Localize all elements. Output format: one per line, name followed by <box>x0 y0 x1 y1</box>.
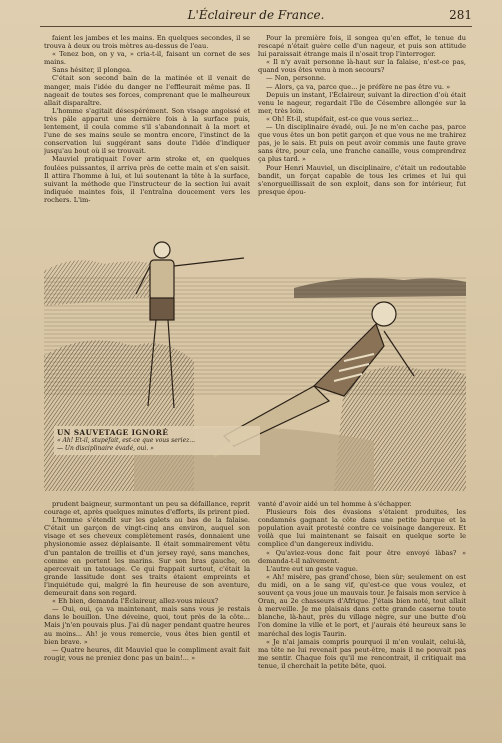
caption-title: UN SAUVETAGE IGNORÉ <box>57 428 169 437</box>
paragraph: « Je n'ai jamais compris pourquoi il m'en voulait, celui-là, ma tête ne lui revenait pas peut-être, mais il ne pouvait pas me sentir. Chaque fois qu'il me rencontrait, il critiquait ma tenue, il cherchait la petite bête, quoi. <box>258 637 466 670</box>
text-column-bottom-left <box>44 500 250 725</box>
paragraph: vanté d'avoir aidé un tel homme à s'échapper. <box>258 500 412 508</box>
illustration <box>44 236 466 491</box>
paragraph: « Il n'y avait personne là-haut sur la falaise, n'est-ce pas, quand vous êtes venu à mon secours? <box>258 58 466 75</box>
paragraph: L'autre eut un geste vague. <box>266 564 358 573</box>
paragraph: C'était son second bain de la matinée et il venait de manger, mais l'idée du danger ne l'effleurait même pas. Il nageait de toutes ses forces, comprenant que le malheureux allait disparaître. <box>44 74 250 107</box>
paragraph: — Alors, ça va, parce que... je préfère ne pas être vu. » <box>266 82 451 91</box>
paragraph: — Oui, oui, ça va maintenant, mais sans vous je restais dans le bouillon. Une déveine, quoi, tout près de la côte... Mais j'n'en pouvais plus. J'ai dû nager pendant quatre heures au moins... Ah! je vous remercie, vous êtes bien gentil et bien brave. » <box>44 605 250 646</box>
text-column-bottom-right <box>258 500 466 725</box>
paragraph: Plusieurs fois des évasions s'étaient produites, les condamnés gagnant la côte dans une petite barque et la population avait protesté contre ce voisinage dangereux. Et voilà que lui maintenant se faisait en quelque sorte le complice d'un dangereux individu. <box>258 508 466 549</box>
page-number: 281 <box>449 8 472 22</box>
paragraph: Mauviel pratiquait l'over arm stroke et, en quelques foulées puissantes, il arriva près de cette main et s'en saisit. Il attira l'homme à lui, et lui soutenant la tête à la surface, suivant la méthode que l'instructeur de la section lui avait indiquée maintes fois, il l'entraîna doucement vers les rochers. L'im- <box>44 155 250 204</box>
paragraph: Depuis un instant, l'Éclaireur, suivant la direction d'où était venu le nageur, regardait l'île de Césembre allongée sur la mer, très loin. <box>258 90 466 115</box>
paragraph: « Eh bien, demanda l'Éclaireur, allez-vous mieux? <box>52 597 219 606</box>
paragraph: L'homme s'étendit sur les galets au bas de la falaise. C'était un garçon de vingt-cinq ans environ, auquel son visage et ses cheveux complètement rasés, donnaient une physionomie assez déplaisante. Il était sommairement vêtu d'un pantalon de treillis et d'un jersey rayé, sans manches, comme en portent les marins. Sur son bras gauche, on apercevait un tatouage. Ce qui frappait surtout, c'était la grande lassitude dont ses traits étaient empreints et l'inquiétude qui, malgré la fin heureuse de son aventure, demeurait dans son regard. <box>44 516 250 598</box>
paragraph: Pour Henri Mauviel, un disciplinaire, c'était un redoutable bandit, un forçat capable de tous les crimes et lui qui s'enorgueillissait de son exploit, dans son for intérieur, fut presque épou- <box>258 163 466 196</box>
paragraph: — Un disciplinaire évadé, oui. Je ne m'en cache pas, parce que vous êtes un bon petit garçon et que vous ne me trahirez pas, je le sais. Et puis on peut avoir commis une faute grave sans être, pour cela, une franche canaille, vous comprendrez ça plus tard. » <box>258 123 466 164</box>
paragraph: Sans hésiter, il plongea. <box>52 66 132 75</box>
paragraph: « Oh! Et-il, stupéfait, est-ce que vous seriez... <box>266 114 419 123</box>
running-header <box>40 8 472 27</box>
paragraph: — Non, personne. <box>266 74 326 83</box>
text-column-top-left <box>44 34 250 234</box>
caption-line: « Ah! Et-il, stupéfait, est-ce que vous seriez... <box>57 437 196 444</box>
paragraph: Pour la première fois, il songea qu'en effet, le tenue du rescapé n'était guère celle d'un nageur, et puis son attitude lui paraissait étrange mais il n'osait trop l'interroger. <box>258 34 466 59</box>
magazine-title: L'Éclaireur de France. <box>187 8 325 22</box>
caption-line: — Un disciplinaire évadé, oui. » <box>57 445 154 452</box>
paragraph: « Tenez bon, on y va, » cria-t-il, faisant un cornet de ses mains. <box>44 50 250 67</box>
paragraph: faient les jambes et les mains. En quelques secondes, il se trouva à deux ou trois mètres au-dessus de l'eau. <box>44 34 250 51</box>
illustration-caption <box>54 426 260 455</box>
paragraph: — Quatre heures, dit Mauviel que le compliment avait fait rougir, vous ne preniez donc pas un bain!... » <box>44 645 250 662</box>
paragraph: « Ah! misère, pas grand'chose, bien sûr; seulement on est du midi, on a le sang vif, qu'est-ce que vous voulez, et souvent ça vous joue un mauvais tour. Je faisais mon service à Oran, au 2e chasseurs d'Afrique. J'étais bien noté, tout allait à merveille. Je me plaisais dans cette grande caserne toute blanche, là-haut, près du village nègre, sur une butte d'où l'on domine la ville et le port, et j'aurais été heureux sans le maréchal des logis Taurin. <box>258 572 466 638</box>
paragraph: « Qu'aviez-vous donc fait pour être envoyé làbas? » demanda-t-il naïvement. <box>258 548 466 565</box>
paragraph: prudent baigneur, surmontant un peu sa défaillance, reprit courage et, après quelques minutes d'efforts, ils prirent pied. <box>44 500 250 517</box>
text-column-top-right <box>258 34 466 234</box>
paragraph: L'homme s'agitait désespérément. Son visage angoissé et très pâle apparut une dernière fois à la surface puis, lentement, il coula comme s'il s'abandonnait à la mort et l'une de ses mains seule se montra encore, l'instinct de la conservation lui suggérant sans doute l'idée d'indiquer jusqu'au bout où il se trouvait. <box>44 106 250 156</box>
